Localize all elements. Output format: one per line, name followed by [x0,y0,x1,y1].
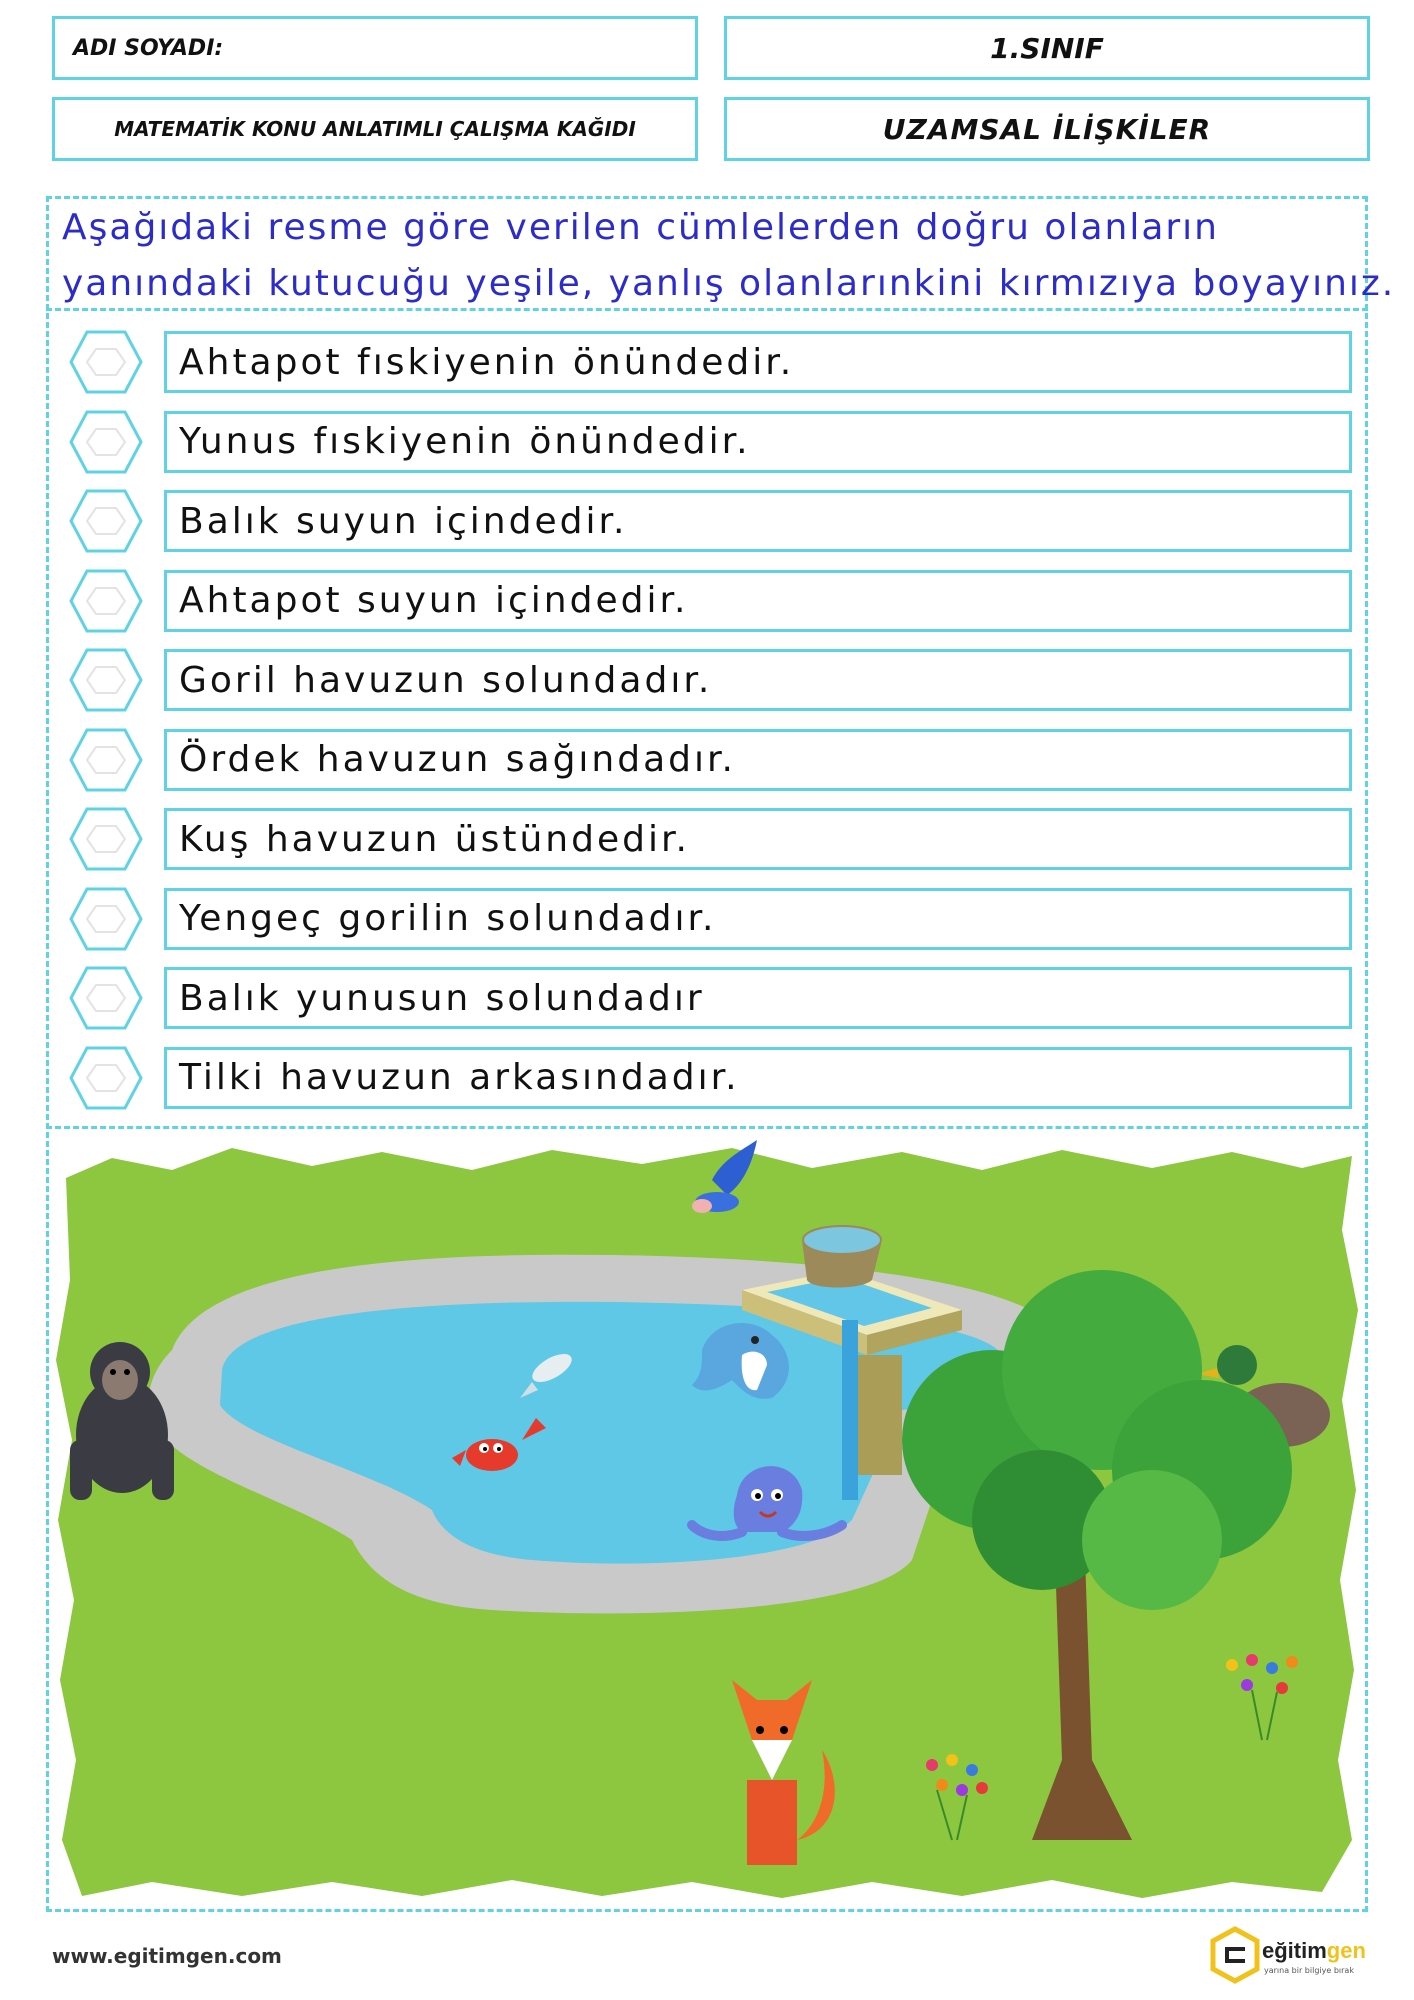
logo-wordmark [1262,1938,1366,1964]
statement-row [64,570,1354,634]
statement-row [64,1047,1354,1111]
park-scene-illustration [52,1140,1362,1910]
footer-url[interactable]: www.egitimgen.com [52,1944,282,1968]
statement-text: Balık suyun içindedir. [164,490,1352,552]
answer-hexagon-icon[interactable] [68,965,144,1031]
statement-text: Kuş havuzun üstündedir. [164,808,1352,870]
subject-label: MATEMATİK KONU ANLATIMLI ÇALIŞMA KAĞIDI [114,117,636,141]
statement-text: Tilki havuzun arkasındadır. [164,1047,1352,1109]
answer-hexagon-icon[interactable] [68,1045,144,1111]
statement-text: Balık yunusun solundadır [164,967,1352,1029]
statement-row [64,649,1354,713]
answer-hexagon-icon[interactable] [68,727,144,793]
answer-hexagon-icon[interactable] [68,886,144,952]
instruction-text [62,200,1396,312]
statement-row [64,729,1354,793]
grade-label: 1.SINIF [990,31,1104,65]
instruction-line-1: Aşağıdaki resme göre verilen cümlelerden doğru olanların [62,207,1220,248]
answer-hexagon-icon[interactable] [68,568,144,634]
statements-divider [46,1126,1368,1129]
name-label: ADI SOYADI: [73,35,224,61]
answer-hexagon-icon[interactable] [68,409,144,475]
subject-box [52,97,698,161]
statement-text: Yunus fıskiyenin önündedir. [164,411,1352,473]
topic-box [724,97,1370,161]
answer-hexagon-icon[interactable] [68,806,144,872]
statement-text: Ördek havuzun sağındadır. [164,729,1352,791]
statement-row [64,888,1354,952]
statement-text: Ahtapot suyun içindedir. [164,570,1352,632]
statement-text: Goril havuzun solundadır. [164,649,1352,711]
answer-hexagon-icon[interactable] [68,488,144,554]
statement-row [64,808,1354,872]
logo-tagline: yarına bir bilgiye bırak [1264,1966,1354,1975]
statement-row [64,490,1354,554]
grade-box [724,16,1370,80]
instruction-line-2: yanındaki kutucuğu yeşile, yanlış olanlarınkini kırmızıya boyayınız. [62,263,1396,304]
answer-hexagon-icon[interactable] [68,647,144,713]
logo-accent: gen [1326,1938,1366,1963]
name-field-box[interactable] [52,16,698,80]
statement-text: Ahtapot fıskiyenin önündedir. [164,331,1352,393]
logo-main: eğitim [1262,1938,1327,1963]
topic-label: UZAMSAL İLİŞKİLER [882,112,1212,146]
statement-row [64,411,1354,475]
statement-row [64,967,1354,1031]
statement-text: Yengeç gorilin solundadır. [164,888,1352,950]
statement-row [64,331,1354,395]
answer-hexagon-icon[interactable] [68,329,144,395]
